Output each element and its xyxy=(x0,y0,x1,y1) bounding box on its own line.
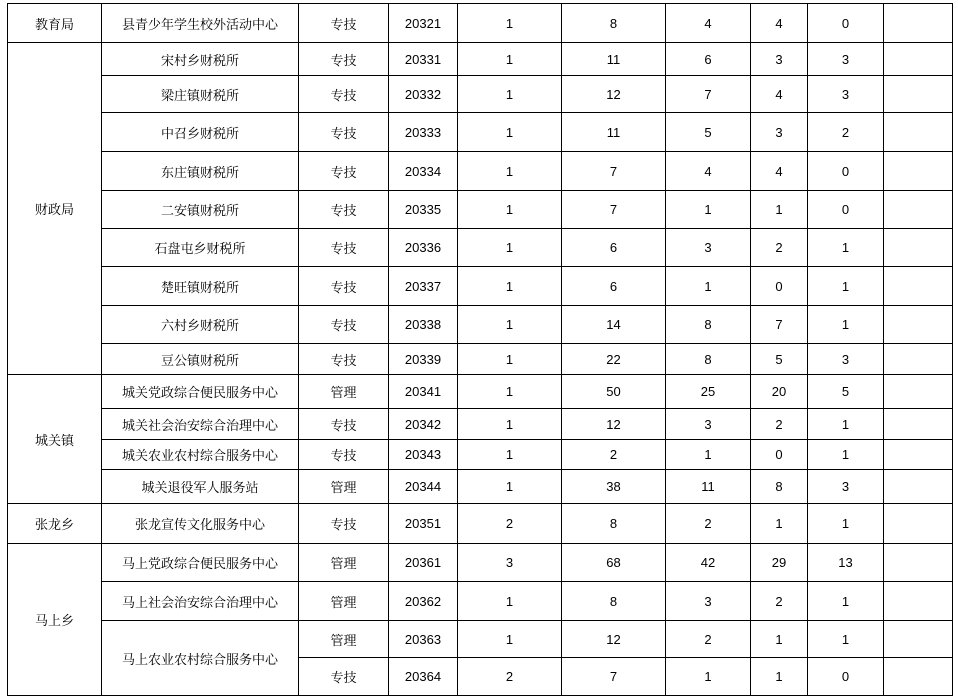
value-cell: 0 xyxy=(751,267,808,306)
value-cell: 5 xyxy=(808,375,884,409)
dept-cell: 马上乡 xyxy=(8,544,102,696)
value-cell: 1 xyxy=(458,409,562,440)
value-cell: 1 xyxy=(458,191,562,229)
value-cell: 2 xyxy=(751,409,808,440)
table-row xyxy=(8,229,953,267)
empty-cell xyxy=(884,409,953,440)
empty-cell xyxy=(884,76,953,113)
value-cell: 12 xyxy=(562,621,666,658)
value-cell: 6 xyxy=(666,43,751,76)
unit-cell: 二安镇财税所 xyxy=(102,191,299,229)
unit-cell: 六村乡财税所 xyxy=(102,306,299,344)
empty-cell xyxy=(884,544,953,582)
dept-cell: 城关镇 xyxy=(8,375,102,504)
empty-cell xyxy=(884,658,953,696)
table-row xyxy=(8,4,953,43)
value-cell: 1 xyxy=(808,229,884,267)
table-row xyxy=(8,191,953,229)
value-cell: 3 xyxy=(751,43,808,76)
value-cell: 2 xyxy=(751,229,808,267)
value-cell: 7 xyxy=(562,191,666,229)
value-cell: 20 xyxy=(751,375,808,409)
unit-cell: 城关农业农村综合服务中心 xyxy=(102,440,299,470)
unit-cell: 东庄镇财税所 xyxy=(102,152,299,191)
type-cell: 专技 xyxy=(299,191,389,229)
unit-cell: 宋村乡财税所 xyxy=(102,43,299,76)
unit-cell: 梁庄镇财税所 xyxy=(102,76,299,113)
value-cell: 8 xyxy=(562,504,666,544)
value-cell: 4 xyxy=(751,76,808,113)
table-row xyxy=(8,440,953,470)
value-cell: 50 xyxy=(562,375,666,409)
type-cell: 专技 xyxy=(299,409,389,440)
code-cell: 20342 xyxy=(389,409,458,440)
value-cell: 22 xyxy=(562,344,666,375)
table-row xyxy=(8,470,953,504)
type-cell: 管理 xyxy=(299,470,389,504)
value-cell: 1 xyxy=(751,621,808,658)
value-cell: 1 xyxy=(666,191,751,229)
value-cell: 1 xyxy=(666,440,751,470)
value-cell: 1 xyxy=(808,504,884,544)
value-cell: 1 xyxy=(808,440,884,470)
value-cell: 3 xyxy=(808,344,884,375)
empty-cell xyxy=(884,504,953,544)
value-cell: 4 xyxy=(751,152,808,191)
value-cell: 3 xyxy=(458,544,562,582)
value-cell: 2 xyxy=(562,440,666,470)
table-row xyxy=(8,113,953,152)
table-row xyxy=(8,267,953,306)
value-cell: 0 xyxy=(808,152,884,191)
type-cell: 专技 xyxy=(299,76,389,113)
value-cell: 3 xyxy=(808,470,884,504)
value-cell: 1 xyxy=(458,306,562,344)
value-cell: 3 xyxy=(666,409,751,440)
value-cell: 5 xyxy=(666,113,751,152)
empty-cell xyxy=(884,470,953,504)
value-cell: 7 xyxy=(666,76,751,113)
table-row xyxy=(8,43,953,76)
value-cell: 1 xyxy=(458,470,562,504)
unit-cell: 城关社会治安综合治理中心 xyxy=(102,409,299,440)
code-cell: 20337 xyxy=(389,267,458,306)
type-cell: 管理 xyxy=(299,375,389,409)
empty-cell xyxy=(884,344,953,375)
value-cell: 11 xyxy=(562,113,666,152)
code-cell: 20341 xyxy=(389,375,458,409)
value-cell: 1 xyxy=(666,658,751,696)
value-cell: 1 xyxy=(808,582,884,621)
value-cell: 1 xyxy=(808,621,884,658)
value-cell: 3 xyxy=(751,113,808,152)
empty-cell xyxy=(884,191,953,229)
empty-cell xyxy=(884,582,953,621)
value-cell: 2 xyxy=(666,621,751,658)
value-cell: 12 xyxy=(562,76,666,113)
value-cell: 7 xyxy=(562,658,666,696)
value-cell: 2 xyxy=(458,658,562,696)
empty-cell xyxy=(884,229,953,267)
value-cell: 1 xyxy=(808,409,884,440)
value-cell: 2 xyxy=(751,582,808,621)
table-row xyxy=(8,621,953,658)
type-cell: 专技 xyxy=(299,152,389,191)
unit-cell: 马上农业农村综合服务中心 xyxy=(102,621,299,696)
type-cell: 管理 xyxy=(299,582,389,621)
value-cell: 2 xyxy=(808,113,884,152)
value-cell: 1 xyxy=(751,658,808,696)
unit-cell: 马上党政综合便民服务中心 xyxy=(102,544,299,582)
value-cell: 1 xyxy=(458,621,562,658)
value-cell: 0 xyxy=(808,191,884,229)
value-cell: 38 xyxy=(562,470,666,504)
empty-cell xyxy=(884,267,953,306)
table-row xyxy=(8,504,953,544)
value-cell: 3 xyxy=(666,229,751,267)
code-cell: 20338 xyxy=(389,306,458,344)
value-cell: 4 xyxy=(666,152,751,191)
empty-cell xyxy=(884,113,953,152)
table-row xyxy=(8,152,953,191)
value-cell: 7 xyxy=(562,152,666,191)
code-cell: 20321 xyxy=(389,4,458,43)
value-cell: 11 xyxy=(562,43,666,76)
empty-cell xyxy=(884,621,953,658)
value-cell: 1 xyxy=(808,306,884,344)
table-row xyxy=(8,582,953,621)
dept-cell: 张龙乡 xyxy=(8,504,102,544)
value-cell: 2 xyxy=(666,504,751,544)
type-cell: 专技 xyxy=(299,344,389,375)
value-cell: 3 xyxy=(666,582,751,621)
type-cell: 专技 xyxy=(299,43,389,76)
value-cell: 5 xyxy=(751,344,808,375)
value-cell: 11 xyxy=(666,470,751,504)
type-cell: 专技 xyxy=(299,504,389,544)
code-cell: 20344 xyxy=(389,470,458,504)
unit-cell: 中召乡财税所 xyxy=(102,113,299,152)
table-row xyxy=(8,375,953,409)
code-cell: 20343 xyxy=(389,440,458,470)
value-cell: 12 xyxy=(562,409,666,440)
unit-cell: 豆公镇财税所 xyxy=(102,344,299,375)
table-row xyxy=(8,76,953,113)
value-cell: 1 xyxy=(458,267,562,306)
empty-cell xyxy=(884,43,953,76)
value-cell: 2 xyxy=(458,504,562,544)
value-cell: 4 xyxy=(751,4,808,43)
unit-cell: 石盘屯乡财税所 xyxy=(102,229,299,267)
type-cell: 管理 xyxy=(299,544,389,582)
value-cell: 1 xyxy=(458,43,562,76)
code-cell: 20336 xyxy=(389,229,458,267)
type-cell: 专技 xyxy=(299,658,389,696)
value-cell: 1 xyxy=(458,152,562,191)
empty-cell xyxy=(884,152,953,191)
type-cell: 专技 xyxy=(299,267,389,306)
table-row xyxy=(8,409,953,440)
empty-cell xyxy=(884,306,953,344)
type-cell: 专技 xyxy=(299,113,389,152)
value-cell: 0 xyxy=(808,658,884,696)
value-cell: 1 xyxy=(458,375,562,409)
unit-cell: 城关退役军人服务站 xyxy=(102,470,299,504)
value-cell: 1 xyxy=(458,440,562,470)
code-cell: 20351 xyxy=(389,504,458,544)
unit-cell: 楚旺镇财税所 xyxy=(102,267,299,306)
value-cell: 1 xyxy=(458,113,562,152)
code-cell: 20334 xyxy=(389,152,458,191)
unit-cell: 张龙宣传文化服务中心 xyxy=(102,504,299,544)
code-cell: 20335 xyxy=(389,191,458,229)
dept-cell: 财政局 xyxy=(8,43,102,375)
value-cell: 8 xyxy=(666,344,751,375)
value-cell: 6 xyxy=(562,229,666,267)
type-cell: 管理 xyxy=(299,621,389,658)
code-cell: 20331 xyxy=(389,43,458,76)
value-cell: 4 xyxy=(666,4,751,43)
value-cell: 0 xyxy=(808,4,884,43)
type-cell: 专技 xyxy=(299,229,389,267)
value-cell: 14 xyxy=(562,306,666,344)
value-cell: 29 xyxy=(751,544,808,582)
code-cell: 20364 xyxy=(389,658,458,696)
code-cell: 20363 xyxy=(389,621,458,658)
value-cell: 1 xyxy=(666,267,751,306)
value-cell: 1 xyxy=(458,229,562,267)
empty-cell xyxy=(884,4,953,43)
value-cell: 1 xyxy=(751,191,808,229)
value-cell: 1 xyxy=(751,504,808,544)
empty-cell xyxy=(884,440,953,470)
value-cell: 1 xyxy=(808,267,884,306)
value-cell: 3 xyxy=(808,76,884,113)
value-cell: 42 xyxy=(666,544,751,582)
empty-cell xyxy=(884,375,953,409)
unit-cell: 县青少年学生校外活动中心 xyxy=(102,4,299,43)
unit-cell: 马上社会治安综合治理中心 xyxy=(102,582,299,621)
code-cell: 20332 xyxy=(389,76,458,113)
table-row xyxy=(8,544,953,582)
value-cell: 25 xyxy=(666,375,751,409)
positions-table xyxy=(7,3,953,696)
dept-cell: 教育局 xyxy=(8,4,102,43)
value-cell: 68 xyxy=(562,544,666,582)
code-cell: 20339 xyxy=(389,344,458,375)
value-cell: 1 xyxy=(458,76,562,113)
table-row xyxy=(8,344,953,375)
value-cell: 8 xyxy=(666,306,751,344)
value-cell: 6 xyxy=(562,267,666,306)
table-row xyxy=(8,306,953,344)
value-cell: 3 xyxy=(808,43,884,76)
value-cell: 1 xyxy=(458,4,562,43)
value-cell: 7 xyxy=(751,306,808,344)
code-cell: 20361 xyxy=(389,544,458,582)
type-cell: 专技 xyxy=(299,4,389,43)
type-cell: 专技 xyxy=(299,440,389,470)
value-cell: 8 xyxy=(562,4,666,43)
value-cell: 1 xyxy=(458,582,562,621)
value-cell: 13 xyxy=(808,544,884,582)
code-cell: 20333 xyxy=(389,113,458,152)
code-cell: 20362 xyxy=(389,582,458,621)
value-cell: 8 xyxy=(751,470,808,504)
unit-cell: 城关党政综合便民服务中心 xyxy=(102,375,299,409)
value-cell: 0 xyxy=(751,440,808,470)
value-cell: 8 xyxy=(562,582,666,621)
type-cell: 专技 xyxy=(299,306,389,344)
value-cell: 1 xyxy=(458,344,562,375)
